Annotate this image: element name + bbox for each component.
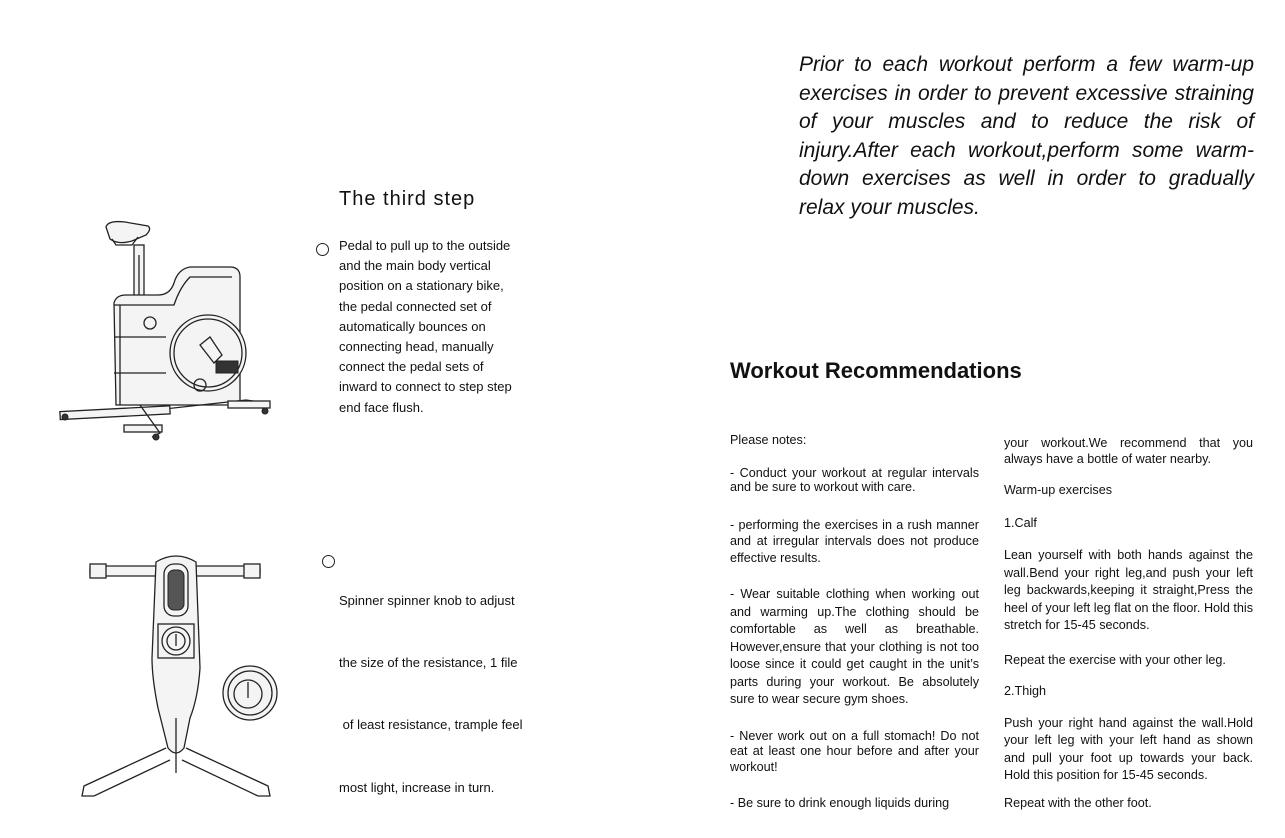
- step2-line: the size of the resistance, 1 file: [339, 654, 518, 670]
- note-item: - Be sure to drink enough liquids during: [730, 796, 950, 811]
- please-notes-label: Please notes:: [730, 433, 807, 447]
- step-title: The third step: [339, 188, 476, 210]
- bike-top-illustration: [80, 548, 285, 803]
- step2-bullet-icon: [322, 555, 335, 568]
- step1-line: and the main body vertical: [339, 258, 491, 274]
- note-item: - performing the exercises in a rush manner and at irregular intervals does not produce effective results.: [730, 517, 979, 565]
- thigh-title: 2.Thigh: [1004, 684, 1047, 699]
- step1-line: the pedal connected set of: [339, 298, 492, 314]
- step2-text: [339, 549, 539, 819]
- thigh-text: Push your right hand against the wall.Hold your left leg with your left hand as shown and pull your foot up towards your back. Hold this position for 15-45 seconds.: [1004, 715, 1253, 783]
- warmup-heading: Warm-up exercises: [1004, 483, 1112, 498]
- step1-bullet-icon: [316, 243, 329, 256]
- note-item: - Conduct your workout at regular intervals and be sure to workout with care.: [730, 465, 979, 494]
- notes-column-1: [730, 432, 979, 813]
- step1-line: connecting head, manually: [339, 339, 494, 355]
- step2-line: most light, increase in turn.: [339, 779, 495, 795]
- step2-line: of least resistance, trample feel: [339, 717, 523, 733]
- step1-line: end face flush.: [339, 399, 424, 415]
- notes-column-2: [1004, 435, 1253, 812]
- step1-line: position on a stationary bike,: [339, 278, 504, 294]
- calf-text: Lean yourself with both hands against the wall.Bend your right leg,and push your left leg backwards,keeping it straight,Press the heel of your left leg flat on the floor. Hold this stretch for 15-45 seconds.: [1004, 548, 1253, 633]
- step1-line: automatically bounces on: [339, 318, 486, 334]
- calf-repeat: Repeat the exercise with your other leg.: [1004, 652, 1226, 667]
- bike-side-illustration: [50, 205, 280, 445]
- note-item: - Wear suitable clothing when working out and warming up.The clothing should be comfortable as well as breathable. However,ensure that your clothing is not too loose since it could get caught in the unit’s parts during your workout. Be absolutely sure to wear secure gym shoes.: [730, 587, 979, 707]
- step2-line: Spinner spinner knob to adjust: [339, 592, 515, 608]
- step1-line: connect the pedal sets of: [339, 359, 484, 375]
- note-item: - Never work out on a full stomach! Do not eat at least one hour before and after your workout!: [730, 728, 979, 774]
- step1-line: Pedal to pull up to the outside: [339, 238, 511, 253]
- calf-title: 1.Calf: [1004, 515, 1037, 530]
- step1-text: [339, 236, 539, 418]
- note-continuation: your workout.We recommend that you always have a bottle of water nearby.: [1004, 436, 1253, 467]
- thigh-repeat: Repeat with the other foot.: [1004, 795, 1152, 810]
- step1-line: inward to connect to step step: [339, 379, 512, 395]
- intro-paragraph: Prior to each workout perform a few warm-up exercises in order to prevent excessive straining of your muscles and to reduce the risk of injury.After each workout,perform some warm-down exercises as well in order to gradually relax your muscles.: [799, 53, 1254, 219]
- section-title: Workout Recommendations: [730, 358, 1022, 383]
